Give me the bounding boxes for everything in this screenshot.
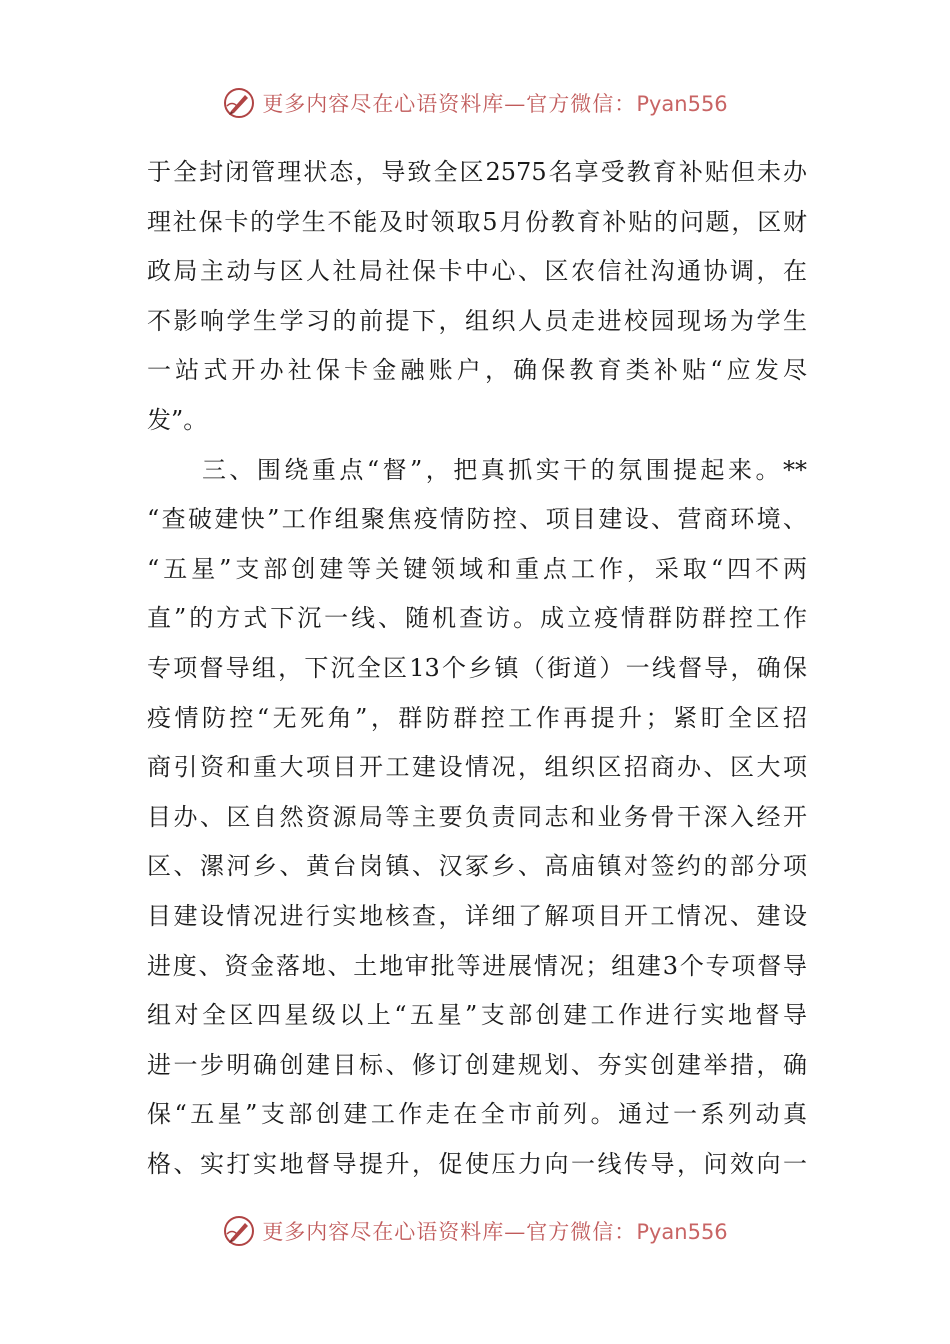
body-line: “五星”支部创建等关键领域和重点工作，采取“四不两 xyxy=(147,554,807,583)
body-line: 发”。 xyxy=(147,405,208,434)
body-line: 于全封闭管理状态，导致全区2575名享受教育补贴但未办 xyxy=(147,158,807,186)
body-line: 组对全区四星级以上“五星”支部创建工作进行实地督导 xyxy=(147,1001,807,1030)
body-line: 一站式开办社保卡金融账户，确保教育类补贴“应发尽 xyxy=(147,356,807,385)
section-heading-line: 三、围绕重点“督”，把真抓实干的氛围提起来。** xyxy=(147,455,807,484)
body-line: 目办、区自然资源局等主要负责同志和业务骨干深入经开 xyxy=(147,802,807,831)
header-watermark xyxy=(0,83,950,123)
body-line: 进度、资金落地、土地审批等进展情况；组建3个专项督导 xyxy=(147,951,807,980)
body-line: 格、实打实地督导提升，促使压力向一线传导，问效向一 xyxy=(147,1149,807,1178)
body-line: 不影响学生学习的前提下，组织人员走进校园现场为学生 xyxy=(147,306,807,335)
watermark-text: 更多内容尽在心语资料库—官方微信：Pyan556 xyxy=(262,92,728,116)
body-line: 目建设情况进行实地核查，详细了解项目开工情况、建设 xyxy=(147,901,807,930)
body-line: 商引资和重大项目开工建设情况，组织区招商办、区大项 xyxy=(147,753,807,782)
body-line: 保“五星”支部创建工作走在全市前列。通过一系列动真 xyxy=(147,1100,807,1129)
footer-watermark xyxy=(0,1211,950,1251)
body-line: 直”的方式下沉一线、随机查访。成立疫情群防群控工作 xyxy=(147,604,807,633)
body-line: 区、漯河乡、黄台岗镇、汉冢乡、高庙镇对签约的部分项 xyxy=(147,852,807,881)
document-body xyxy=(147,148,807,1189)
body-line: 理社保卡的学生不能及时领取5月份教育补贴的问题，区财 xyxy=(147,207,807,236)
body-line: 政局主动与区人社局社保卡中心、区农信社沟通协调，在 xyxy=(147,257,807,286)
watermark-text: 更多内容尽在心语资料库—官方微信：Pyan556 xyxy=(262,1220,728,1244)
pen-circle-icon xyxy=(222,86,256,120)
body-line: 专项督导组，下沉全区13个乡镇（街道）一线督导，确保 xyxy=(147,653,807,682)
pen-circle-icon xyxy=(222,1214,256,1248)
body-line: “查破建快”工作组聚焦疫情防控、项目建设、营商环境、 xyxy=(147,505,807,534)
body-line: 疫情防控“无死角”，群防群控工作再提升；紧盯全区招 xyxy=(147,703,807,732)
body-line: 进一步明确创建目标、修订创建规划、夯实创建举措，确 xyxy=(147,1050,807,1079)
